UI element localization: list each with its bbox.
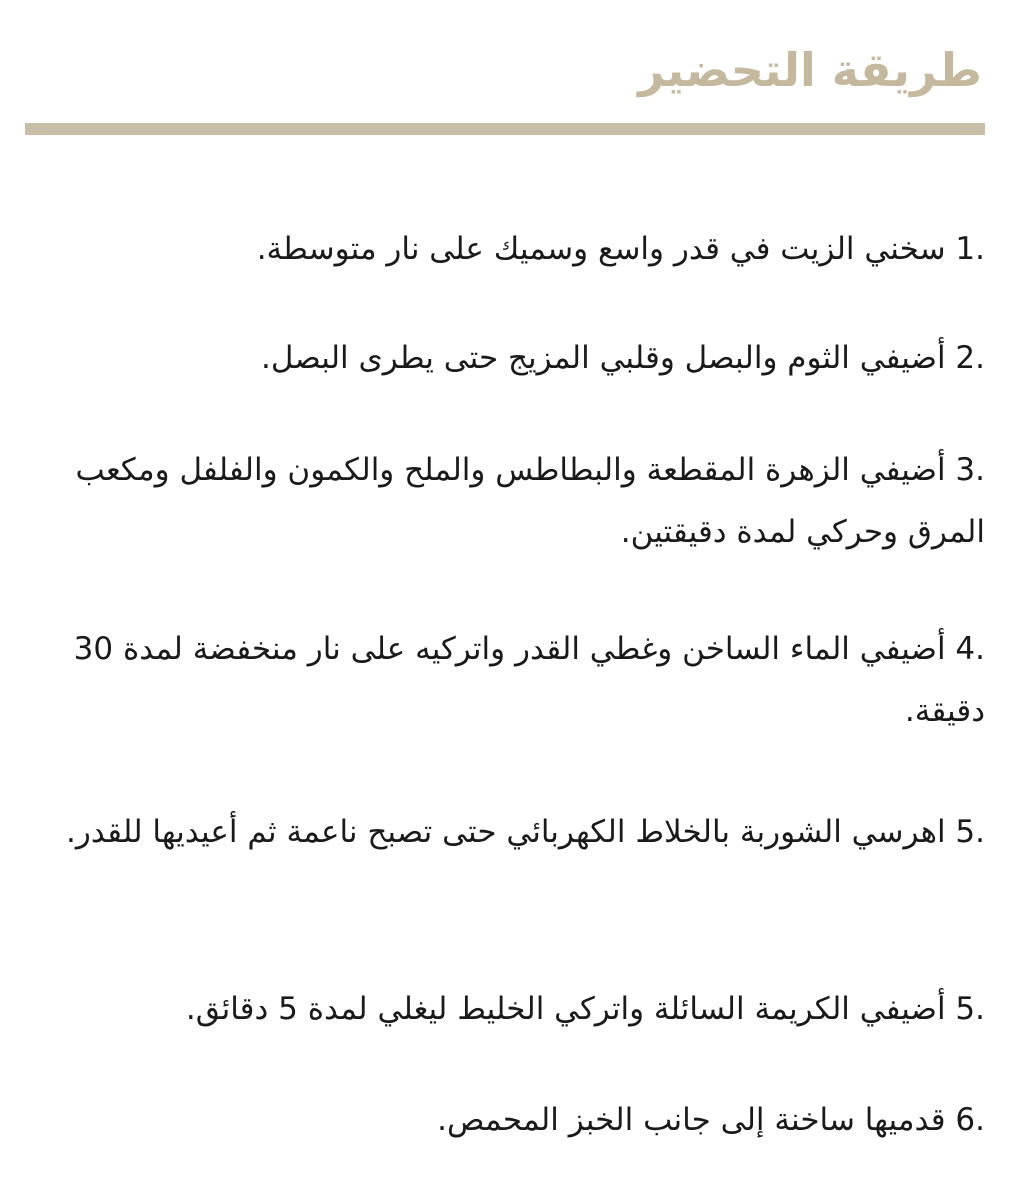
step-item (25, 618, 985, 742)
step-number: 1. (955, 231, 985, 267)
step-text: أضيفي الزهرة المقطعة والبطاطس والملح والكمون والفلفل ومكعب المرق وحركي لمدة دقيقتين. (75, 452, 985, 550)
step-text: اهرسي الشوربة بالخلاط الكهربائي حتى تصبح ناعمة ثم أعيديها للقدر. (66, 814, 946, 850)
step-text: سخني الزيت في قدر واسع وسميك على نار متوسطة. (256, 231, 946, 267)
page-title: طريقة التحضير (638, 43, 982, 97)
step-item (25, 327, 985, 389)
step-number: 5. (955, 814, 985, 850)
step-item (25, 218, 985, 280)
step-text: قدميها ساخنة إلى جانب الخبز المحمص. (437, 1102, 946, 1138)
step-number: 5. (955, 991, 985, 1027)
step-number: 3. (955, 452, 985, 488)
step-text: أضيفي الثوم والبصل وقلبي المزيج حتى يطرى البصل. (261, 340, 946, 376)
step-number: 6. (955, 1102, 985, 1138)
step-text: أضيفي الكريمة السائلة واتركي الخليط ليغلي لمدة 5 دقائق. (185, 991, 946, 1027)
step-item (25, 801, 985, 863)
step-item (25, 1089, 985, 1151)
step-text: أضيفي الماء الساخن وغطي القدر واتركيه على نار منخفضة لمدة 30 دقيقة. (73, 631, 985, 729)
step-number: 4. (955, 631, 985, 667)
step-item (25, 439, 985, 563)
step-number: 2. (955, 340, 985, 376)
title-divider (25, 123, 985, 135)
step-item (25, 978, 985, 1040)
